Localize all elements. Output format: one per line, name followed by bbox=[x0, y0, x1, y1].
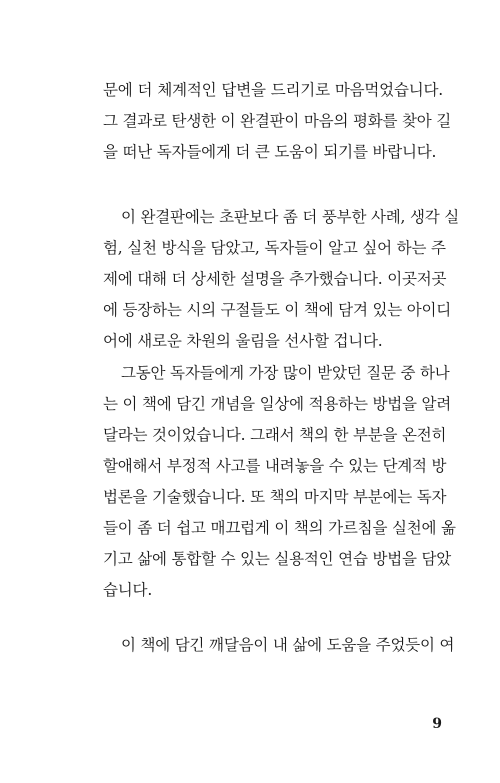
text-line: 기고 삶에 통합할 수 있는 실용적인 연습 방법을 담았 bbox=[103, 550, 452, 568]
text-line: 들이 좀 더 쉽고 매끄럽게 이 책의 가르침을 실천에 옮 bbox=[103, 519, 456, 537]
page-number: 9 bbox=[432, 716, 442, 732]
paragraph-continuation bbox=[103, 75, 452, 168]
text-line: 이 완결판에는 초판보다 좀 더 풍부한 사례, 생각 실 bbox=[121, 208, 460, 226]
text-line: 달라는 것이었습니다. 그래서 책의 한 부분을 온전히 bbox=[103, 426, 447, 444]
text-line: 그 결과로 탄생한 이 완결판이 마음의 평화를 찾아 길 bbox=[103, 112, 452, 130]
text-line: 험, 실천 방식을 담았고, 독자들이 알고 싶어 하는 주 bbox=[103, 239, 446, 257]
paragraph-revised-edition bbox=[103, 202, 460, 357]
paragraph-closing bbox=[103, 630, 455, 661]
text-line: 습니다. bbox=[103, 581, 153, 599]
text-line: 법론을 기술했습니다. 또 책의 마지막 부분에는 독자 bbox=[103, 488, 447, 506]
text-line: 을 떠난 독자들에게 더 큰 도움이 되기를 바랍니다. bbox=[103, 143, 437, 161]
text-line: 어에 새로운 차원의 울림을 선사할 겁니다. bbox=[103, 332, 383, 350]
text-line: 이 책에 담긴 깨달음이 내 삶에 도움을 주었듯이 여 bbox=[121, 636, 455, 654]
text-line: 에 등장하는 시의 구절들도 이 책에 담겨 있는 아이디 bbox=[103, 301, 452, 319]
paragraph-reader-questions bbox=[103, 358, 456, 606]
text-line: 문에 더 체계적인 답변을 드리기로 마음먹었습니다. bbox=[103, 81, 443, 99]
text-line: 는 이 책에 담긴 개념을 일상에 적용하는 방법을 알려 bbox=[103, 395, 452, 413]
text-line: 할애해서 부정적 사고를 내려놓을 수 있는 단계적 방 bbox=[103, 457, 447, 475]
text-line: 그동안 독자들에게 가장 많이 받았던 질문 중 하나 bbox=[121, 364, 450, 382]
text-line: 제에 대해 더 상세한 설명을 추가했습니다. 이곳저곳 bbox=[103, 270, 447, 288]
